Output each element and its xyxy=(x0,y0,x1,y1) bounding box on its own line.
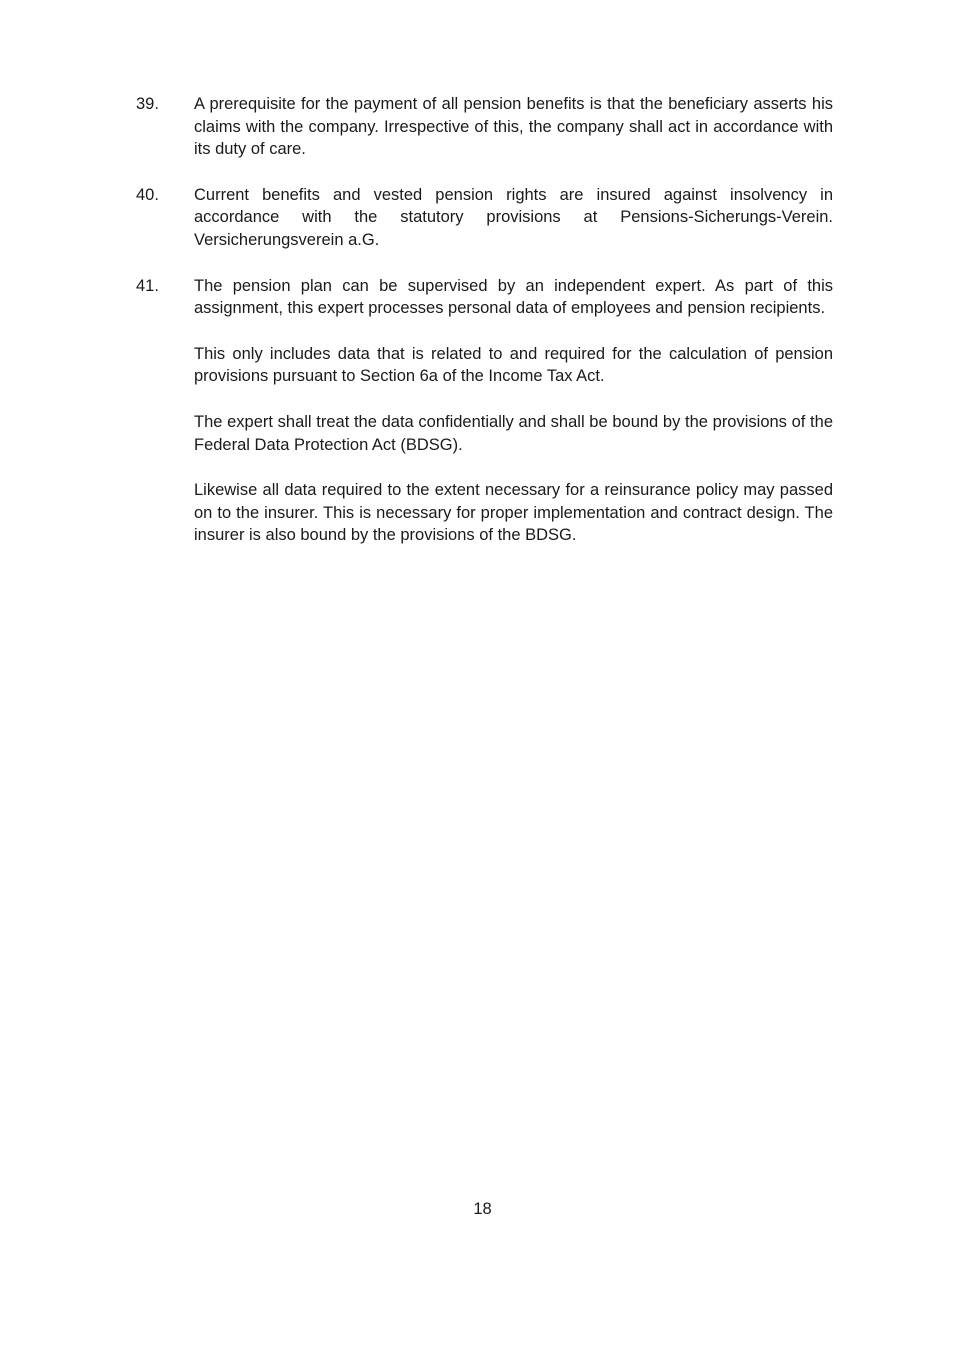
clause-body xyxy=(194,184,833,252)
clause-paragraph: A prerequisite for the payment of all pension benefits is that the beneficiary asserts his claims with the company. Irrespective of this, the company shall act in accordance with its duty of care. xyxy=(194,95,833,159)
clause-body xyxy=(194,275,833,547)
clause-40 xyxy=(136,184,833,252)
clause-number: 40. xyxy=(136,185,159,204)
clause-paragraph: The pension plan can be supervised by an independent expert. As part of this assignment, this expert processes personal data of employees and pension recipients. xyxy=(194,276,833,318)
clause-body xyxy=(194,93,833,161)
clause-paragraph: Likewise all data required to the extent necessary for a reinsurance policy may passed on to the insurer. This is necessary for proper implementation and contract design. The insurer is also bound by the provisions of the BDSG. xyxy=(194,481,833,545)
clause-41 xyxy=(136,275,833,547)
clause-paragraph: The expert shall treat the data confidentially and shall be bound by the provisions of the Federal Data Protection Act (BDSG). xyxy=(194,412,833,454)
clause-number: 39. xyxy=(136,95,159,113)
clause-39 xyxy=(136,93,833,161)
clause-paragraph: Current benefits and vested pension rights are insured against insolvency in accordance with the statutory provisions at Pensions-Sicherungs-Verein. Versicherungsverein a.G. xyxy=(194,185,833,249)
clause-list xyxy=(136,93,833,570)
clause-number: 41. xyxy=(136,276,159,295)
clause-paragraph: This only includes data that is related to and required for the calculation of pension provisions pursuant to Section 6a of the Income Tax Act. xyxy=(194,344,833,386)
page-number: 18 xyxy=(473,1200,492,1218)
